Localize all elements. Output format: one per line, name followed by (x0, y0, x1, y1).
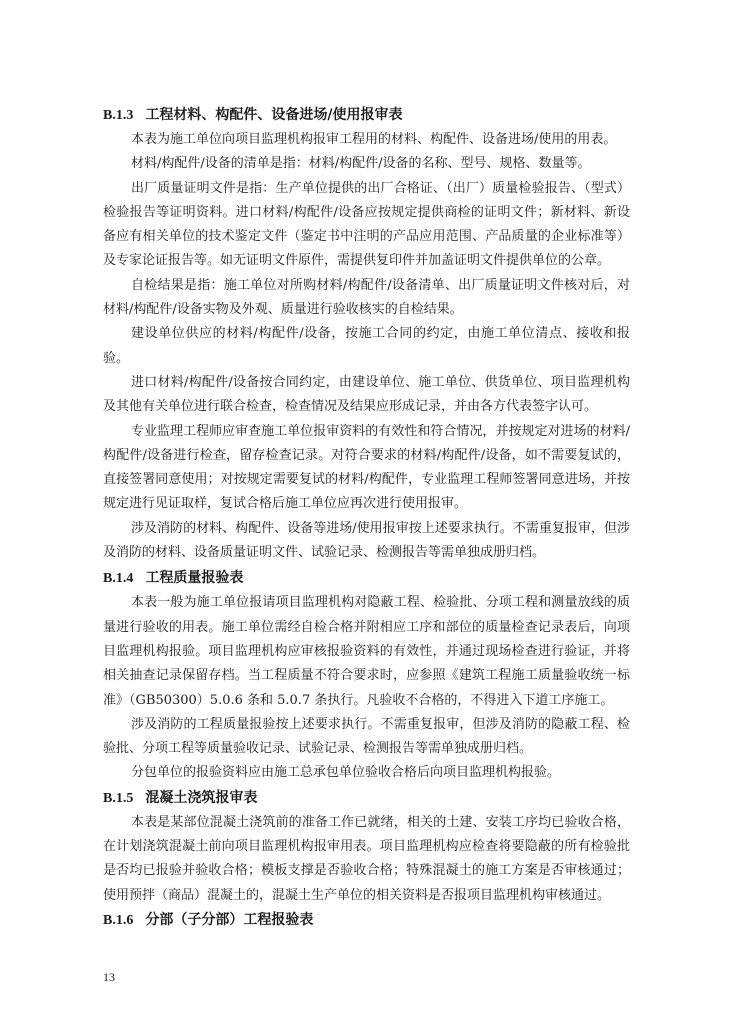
section-number: B.1.5 (103, 790, 134, 806)
section-heading (103, 908, 630, 933)
section-heading (103, 103, 630, 128)
section-title-text: 工程质量报验表 (145, 570, 244, 587)
section-b-1-5 (103, 786, 630, 908)
paragraph: 材料/构配件/设备的清单是指：材料/构配件/设备的名称、型号、规格、数量等。 (131, 156, 591, 172)
section-heading (103, 566, 630, 591)
paragraph: 涉及消防的工程质量报验按上述要求执行。不需重复报审，但涉及消防的隐蔽工程、检验批、分项工程等质量验收记录、试验记录、检测报告等需单独成册归档。 (103, 716, 630, 757)
paragraph: 自检结果是指：施工单位对所购材料/构配件/设备清单、出厂质量证明文件核对后，对材料/构配件/设备实物及外观、质量进行验收核实的自检结果。 (103, 277, 630, 318)
paragraph: 出厂质量证明文件是指：生产单位提供的出厂合格证、（出厂）质量检验报告、（型式）检验报告等证明资料。进口材料/构配件/设备应按规定提供商检的证明文件；新材料、新设备应有相关单位的技术鉴定文件（鉴定书中注明的产品应用范围、产品质量的企业标准等）及专家论证报告等。如无证明文件原件，需提供复印件并加盖证明文件提供单位的公章。 (103, 180, 630, 269)
paragraph: 建设单位供应的材料/构配件/设备，按施工合同的约定，由施工单位清点、接收和报验。 (103, 326, 630, 366)
section-title-text: 混凝土浇筑报审表 (145, 789, 258, 806)
section-b-1-4 (103, 566, 630, 785)
paragraph: 进口材料/构配件/设备按合同约定，由建设单位、施工单位、供货单位、项目监理机构及其他有关单位进行联合检查，检查情况及结果应形成记录，并由各方代表签字认可。 (103, 374, 630, 415)
section-title-text: 工程材料、构配件、设备进场/使用报审表 (145, 107, 403, 123)
page-content (103, 103, 630, 933)
paragraph: 涉及消防的材料、构配件、设备等进场/使用报审按上述要求执行。不需重复报审，但涉及消防的材料、设备质量证明文件、试验记录、检测报告等需单独成册归档。 (103, 520, 630, 561)
section-number: B.1.3 (103, 108, 134, 123)
section-b-1-3 (103, 103, 630, 565)
section-number: B.1.6 (103, 912, 134, 928)
paragraph: 本表一般为施工单位报请项目监理机构对隐蔽工程、检验批、分项工程和测量放线的质量进行验收的用表。施工单位需经自检合格并附相应工序和部位的质量检查记录表后，向项目监理机构报验。项目监理机构应审核报验资料的有效性，并通过现场检查进行验证，并将相关抽查记录保留存档。当工程质量不符合要求时，应参照《建筑工程施工质量验收统一标准》（GB50300）5.0.6 条和 5.0.7 条执行。凡验收不合格的，不得进入下道工序施工。 (103, 595, 630, 708)
paragraph: 分包单位的报验资料应由施工总承包单位验收合格后向项目监理机构报验。 (131, 765, 561, 781)
paragraph: 本表是某部位混凝土浇筑前的准备工作已就绪，相关的土建、安装工序均已验收合格，在计划浇筑混凝土前向项目监理机构报审用表。项目监理机构应检查将要隐蔽的所有检验批是否均已报验并验收合格；模板支撑是否验收合格；特殊混凝土的施工方案是否审核通过；使用预拌（商品）混凝土的，混凝土生产单位的相关资料是否报项目监理机构审核通过。 (103, 814, 630, 903)
section-title-text: 分部（子分部）工程报验表 (145, 911, 314, 928)
section-b-1-6 (103, 908, 630, 933)
section-heading (103, 786, 630, 811)
paragraph: 本表为施工单位向项目监理机构报审工程用的材料、构配件、设备进场/使用的用表。 (131, 132, 617, 147)
page-number: 13 (103, 970, 115, 984)
paragraph: 专业监理工程师应审查施工单位报审资料的有效性和符合情况，并按规定对进场的材料/构配件/设备进行检查，留存检查记录。对符合要求的材料/构配件/设备，如不需要复试的，直接签署同意使用；对按规定需要复试的材料/构配件，专业监理工程师签署同意进场，并按规定进行见证取样，复试合格后施工单位应再次进行使用报审。 (103, 423, 630, 512)
section-number: B.1.4 (103, 571, 134, 587)
